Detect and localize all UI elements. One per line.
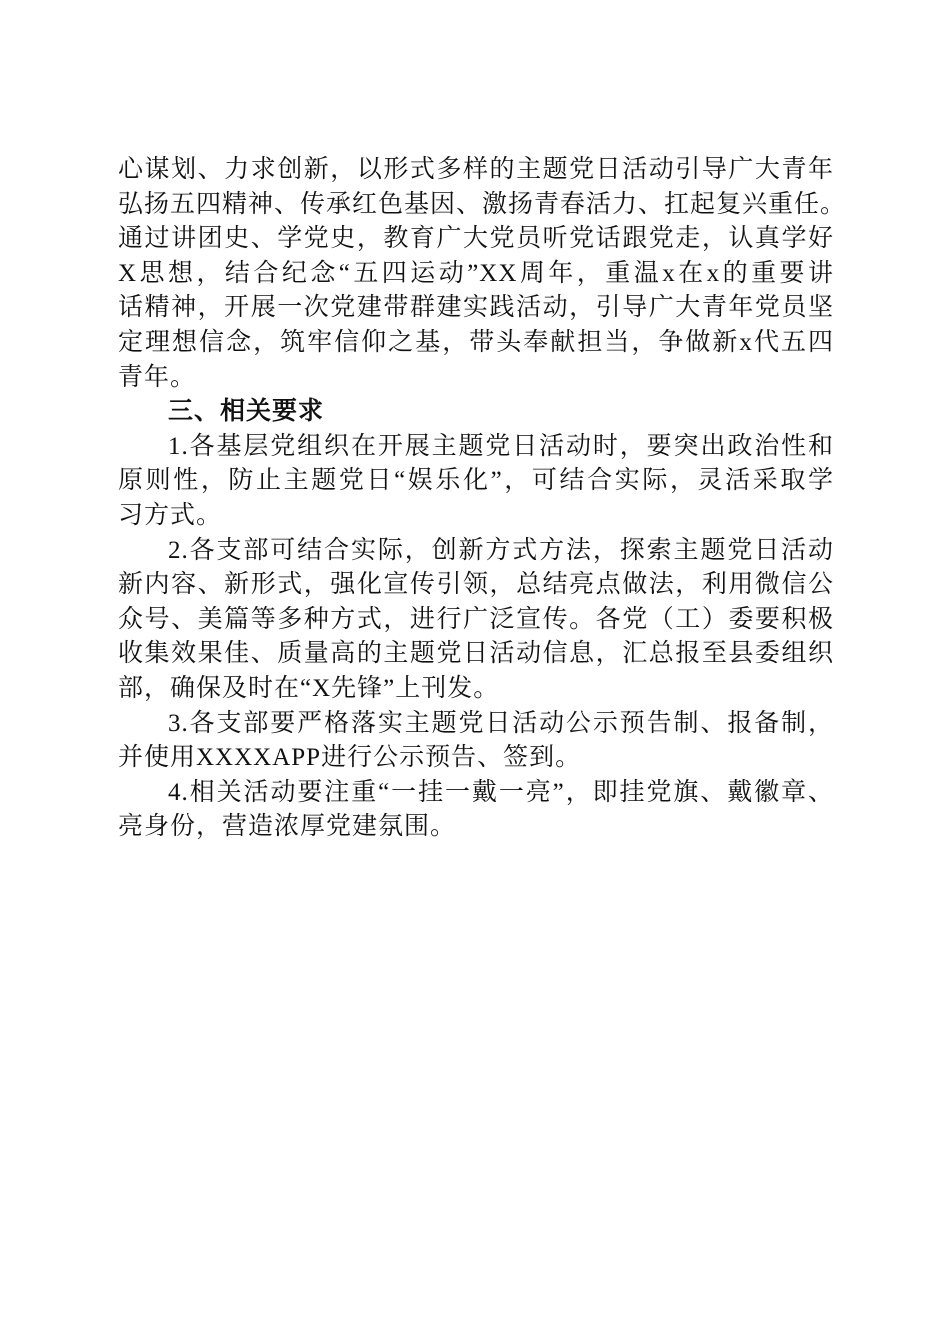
intro-paragraph <box>118 153 847 395</box>
text-line: 青年。 <box>118 363 197 391</box>
text-line: 通过讲团史、学党史，教育广大党员听党话跟党走，认真学好 <box>118 225 834 253</box>
text-line: 并使用XXXXAPP进行公示预告、签到。 <box>118 744 582 772</box>
text-line: X思想，结合纪念“五四运动”XX周年，重温x在x的重要讲 <box>118 259 834 287</box>
text-line: 4.相关活动要注重“一挂一戴一亮”，即挂党旗、戴徽章、 <box>168 778 834 806</box>
text-line: 众号、美篇等多种方式，进行广泛宣传。各党（工）委要积极 <box>118 605 834 633</box>
requirement-1 <box>118 430 834 534</box>
section-heading: 三、相关要求 <box>168 398 325 426</box>
text-line: 2.各支部可结合实际，创新方式方法，探索主题党日活动 <box>168 536 834 564</box>
text-line: 1.各基层党组织在开展主题党日活动时，要突出政治性和 <box>168 432 834 460</box>
text-line: 弘扬五四精神、传承红色基因、激扬青春活力、扛起复兴重任。 <box>118 190 847 218</box>
text-line: 心谋划、力求创新，以形式多样的主题党日活动引导广大青年 <box>118 156 834 183</box>
text-line: 亮身份，营造浓厚党建氛围。 <box>118 813 457 841</box>
text-line: 习方式。 <box>118 501 223 529</box>
text-line: 部，确保及时在“X先锋”上刊发。 <box>118 674 500 702</box>
document-page <box>118 153 847 845</box>
text-line: 3.各支部要严格落实主题党日活动公示预告制、报备制， <box>168 709 834 737</box>
text-line: 新内容、新形式，强化宣传引领，总结亮点做法，利用微信公 <box>118 571 834 599</box>
requirement-3 <box>118 707 834 776</box>
text-line: 话精神，开展一次党建带群建实践活动，引导广大青年党员坚 <box>118 294 834 322</box>
text-line: 定理想信念，筑牢信仰之基，带头奉献担当，争做新x代五四 <box>118 328 834 356</box>
requirement-4 <box>118 776 834 845</box>
text-line: 原则性，防止主题党日“娱乐化”，可结合实际，灵活采取学 <box>118 467 834 495</box>
text-line: 收集效果佳、质量高的主题党日活动信息，汇总报至县委组织 <box>118 640 834 668</box>
requirement-2 <box>118 534 834 707</box>
